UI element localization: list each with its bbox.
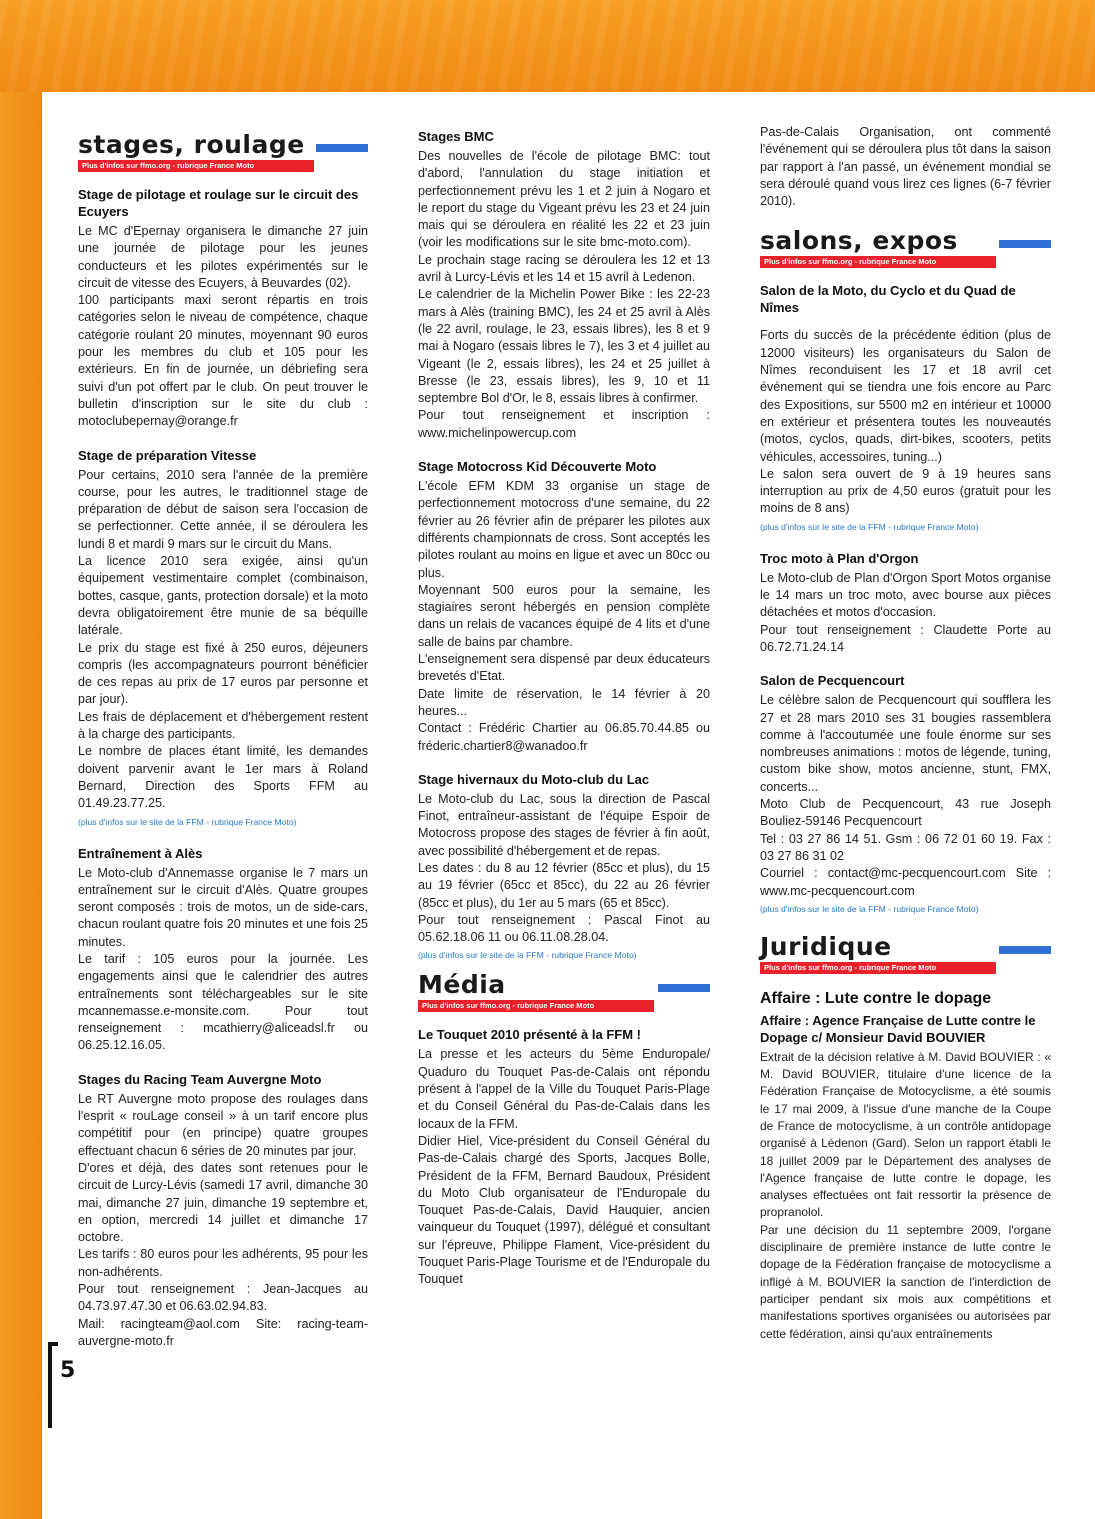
article-paragraph: Didier Hiel, Vice-président du Conseil Général du Pas-de-Calais chargé des Sports, Jacques Bolle, Président de la FFM, Bernard Baudoux, Président du Moto Club organisateur de l'Enduropale du Touquet Pas-de-Calais, David Hauquier, ancien vainqueur du Touquet (1997), délégué et consultant sur l'épreuve, Philippe Flament, Vice-président du Touquet Paris-Plage Tourisme et de l'Enduropale du Touquet bbox=[418, 1133, 710, 1287]
article-title: Le Touquet 2010 présenté à la FFM ! bbox=[418, 1027, 641, 1043]
article-paragraph: Le célèbre salon de Pecquencourt qui soufflera les 27 et 28 mars 2010 ses 31 bougies rassemblera comme à l'accoutumée une foule énorme sur ses nombreuses animations : motos de légende, tuning, custom bike show, motos ancienne, stunt, FMX, concerts... bbox=[760, 693, 1051, 794]
article-paragraph: Extrait de la décision relative à M. David BOUVIER : « M. David BOUVIER, titulaire d'une licence de la Fédération Française de Motocyclisme, a été soumis le 17 mai 2009, à l'issue d'une manche de la Coupe de France de motocyclisme, à un contrôle antidopage organisé à Lédenon (Gard). Selon un rapport établi le 18 juillet 2009 par le Département des analyses de l'Agence française de lutte contre le dopage, les analyses effectuées ont fait ressortir la présence de propranolol. bbox=[760, 1049, 1051, 1220]
article-paragraph: La licence 2010 sera exigée, ainsi qu'un équipement vestimentaire complet (combinaison, bottes, casque, gants, protection dorsale) et la moto devra obligatoirement être munie de sa béquille latérale. bbox=[78, 554, 368, 638]
article-dopage bbox=[760, 988, 1051, 1343]
article-paragraph: Pour tout renseignement et inscription : www.michelinpowercup.com bbox=[418, 408, 710, 440]
section-header-media bbox=[418, 970, 710, 1018]
section-title: Média bbox=[418, 970, 506, 1000]
article-paragraph: Pour tout renseignement : Claudette Porte au 06.72.71.24.14 bbox=[760, 622, 1051, 654]
section-header-salons bbox=[760, 226, 1051, 274]
article-paragraph: Les dates : du 8 au 12 février (85cc et plus), du 15 au 19 février (65cc et 85cc), du 22 au 26 février (85cc et plus), du 1er au 5 mars (65 et 85cc). bbox=[418, 860, 710, 910]
top-orange-band bbox=[0, 0, 1095, 92]
article-paragraph: Tel : 03 27 86 14 51. Gsm : 06 72 01 60 19. Fax : 03 27 86 31 02 bbox=[760, 831, 1051, 863]
article-paragraph: Le RT Auvergne moto propose des roulages dans l'esprit « rouLage conseil » à un tarif encore plus compétitif pour (en principe) quatre groupes effectuant chacun 6 séries de 20 minutes par jour. bbox=[78, 1091, 368, 1158]
section-banner: Plus d'infos sur ffmo.org - rubrique France Moto bbox=[760, 962, 996, 974]
article-title: Troc moto à Plan d'Orgon bbox=[760, 550, 919, 566]
article-salon-pecquencourt bbox=[760, 672, 1051, 916]
article-paragraph: Moyennant 500 euros pour la semaine, les stagiaires seront hébergés en pension complète dans un relais de vacances équipé de 4 lits et d'une salle de bains par chambre. bbox=[418, 582, 710, 649]
more-info-link[interactable]: (plus d'infos sur le site de la FFM - rubrique France Moto) bbox=[418, 950, 637, 961]
section-blue-bar bbox=[999, 946, 1051, 954]
article-title: Affaire : Agence Française de Lutte contre le Dopage c/ Monsieur David BOUVIER bbox=[760, 1012, 1036, 1045]
article-paragraph: Le Moto-club de Plan d'Orgon Sport Motos organise le 14 mars un troc moto, avec bourse aux pièces détachées et motos d'occasion. bbox=[760, 570, 1051, 620]
article-moto-club-lac bbox=[418, 771, 710, 963]
article-paragraph: L'enseignement sera dispensé par deux éducateurs brevetés d'Etat. bbox=[418, 652, 710, 684]
article-paragraph: Date limite de réservation, le 14 février à 20 heures... bbox=[418, 686, 710, 718]
article-paragraph: Pour tout renseignement : Pascal Finot au 05.62.18.06 11 ou 06.11.08.28.04. bbox=[418, 912, 710, 945]
section-blue-bar bbox=[316, 144, 368, 152]
article-paragraph: Contact : Frédéric Chartier au 06.85.70.44.85 ou fréderic.chartier8@wanadoo.fr bbox=[418, 721, 710, 753]
article-headline: Affaire : Lute contre le dopage bbox=[760, 989, 992, 1007]
more-info-link[interactable]: (plus d'infos sur le site de la FFM - rubrique France Moto) bbox=[760, 903, 979, 914]
article-title: Stage hivernaux du Moto-club du Lac bbox=[418, 771, 650, 787]
article-paragraph: Le nombre de places étant limité, les demandes doivent parvenir avant le 1er mars à Roland Bernard, Direction des Sports FFM au 01.49.23.77.25. bbox=[78, 744, 368, 811]
article-title: Stage de préparation Vitesse bbox=[78, 447, 257, 463]
article-title: Stages BMC bbox=[418, 129, 494, 144]
section-title: Juridique bbox=[760, 931, 892, 961]
article-preparation-vitesse bbox=[78, 447, 368, 829]
article-paragraph: Le tarif : 105 euros pour la journée. Les engagements ainsi que le calendrier des autres entraînements sont téléchargeables sur le site mcannemasse.e-monsite.com. Pour tout renseignement : mcathierry@aliceadsl.fr ou 06.25.12.16.05. bbox=[78, 951, 368, 1053]
article-paragraph: Le Moto-club d'Annemasse organise le 7 mars un entraînement sur le circuit d'Alès. Quatre groupes seront composés : trois de motos, un de side-cars, chacun roulant quatre fois 20 minutes et une fois 25 minutes. bbox=[78, 865, 368, 949]
article-title: Entraînement à Alès bbox=[78, 845, 203, 861]
article-paragraph: D'ores et déjà, des dates sont retenues pour le circuit de Lurcy-Lévis (samedi 17 avril, dimanche 30 mai, dimanche 27 juin, dimanche 19 septembre et, en option, mercredi 14 juillet et dimanche 17 octobre. bbox=[78, 1160, 368, 1245]
article-touquet bbox=[418, 1026, 710, 1288]
article-paragraph: 100 participants maxi seront répartis en trois catégories selon le niveau de compétence, chaque catégorie roulant 20 minutes, moyennant 90 euros pour les membres du club et 105 pour les extérieurs. En fin de journée, un débriefing sera suivi d'un pot offert par le club. On peut trouver le bulletin d'inscription sur le site du club : motoclubepernay@orange.fr bbox=[78, 293, 368, 429]
section-banner: Plus d'infos sur ffmo.org - rubrique France Moto bbox=[78, 160, 314, 172]
article-paragraph: Courriel : contact@mc-pecquencourt.com Site : www.mc-pecquencourt.com bbox=[760, 866, 1051, 898]
section-header-stages bbox=[78, 130, 368, 178]
page-number-bracket bbox=[48, 1342, 58, 1428]
article-paragraph: Le Moto-club du Lac, sous la direction de Pascal Finot, entraîneur-assistant de l'équipe Espoir de Motocross propose des stages de février à fin août, avec possibilité d'hébergement et de repas. bbox=[418, 791, 710, 858]
article-ecuyers bbox=[78, 186, 368, 431]
article-paragraph: Les frais de déplacement et d'hébergement restent à la charge des participants. bbox=[78, 709, 368, 742]
column-right bbox=[760, 124, 1051, 1343]
article-title: Stages du Racing Team Auvergne Moto bbox=[78, 1071, 322, 1087]
article-title: Stage Motocross Kid Découverte Moto bbox=[418, 459, 657, 475]
article-paragraph: Mail: racingteam@aol.com Site: racing-team-auvergne-moto.fr bbox=[78, 1316, 368, 1348]
article-paragraph: Par une décision du 11 septembre 2009, l'organe disciplinaire de première instance de lutte contre le dopage de la Fédération française de motocyclisme a infligé à M. BOUVIER la sanction de l'interdiction de participer pendant six mois aux compétitions et manifestations sportives organisées ou autorisées par cette fédération, ainsi qu'aux entraînements bbox=[760, 1222, 1051, 1341]
article-entrainement-ales bbox=[78, 845, 368, 1055]
article-paragraph: Le MC d'Epernay organisera le dimanche 27 juin une journée de pilotage pour les jeunes conducteurs et les pilotes expérimentés sur le circuit de vitesse des Ecuyers, à Beuvardes (02). bbox=[78, 224, 368, 290]
article-paragraph: L'école EFM KDM 33 organise un stage de perfectionnement motocross d'une semaine, du 22 février au 26 février afin de préparer les pilotes aux différents championnats de cross. Sont acceptés les pilotes roulant au moins en ligue et avec un 80cc ou plus. bbox=[418, 479, 710, 580]
article-paragraph: Des nouvelles de l'école de pilotage BMC: tout d'abord, l'annulation du stage initiation et perfectionnement prévu les 1 et 2 juin à Nogaro et le report du stage du Vigeant prévu les 23 et 24 juin mais qui se déroulera en réalité les 22 et 23 juin (voir les modifications sur le site bmc-moto.com). bbox=[418, 149, 710, 250]
article-stages-bmc bbox=[418, 128, 710, 442]
article-title: Salon de Pecquencourt bbox=[760, 673, 905, 689]
magazine-page bbox=[42, 92, 1095, 1519]
article-paragraph: Les tarifs : 80 euros pour les adhérents, 95 pour les non-adhérents. bbox=[78, 1247, 368, 1279]
article-paragraph: Moto Club de Pecquencourt, 43 rue Joseph Bouliez-59146 Pecquencourt bbox=[760, 797, 1051, 829]
article-motocross-kid bbox=[418, 458, 710, 755]
more-info-link[interactable]: (plus d'infos sur le site de la FFM - rubrique France Moto) bbox=[78, 816, 297, 827]
section-blue-bar bbox=[658, 984, 710, 992]
section-banner: Plus d'infos sur ffmo.org - rubrique France Moto bbox=[418, 1000, 654, 1012]
section-blue-bar bbox=[999, 240, 1051, 248]
section-title: salons, expos bbox=[760, 226, 958, 256]
article-title: Salon de la Moto, du Cyclo et du Quad de Nîmes bbox=[760, 283, 1016, 316]
article-title: Stage de pilotage et roulage sur le circuit des Ecuyers bbox=[78, 187, 359, 219]
article-paragraph: Le prix du stage est fixé à 250 euros, déjeuners compris (les accompagnateurs pourront bénéficier de ces repas au prix de 17 euros par personne et par jour). bbox=[78, 640, 368, 707]
article-paragraph: La presse et les acteurs du 5ème Enduropale/ Quaduro du Touquet Pas-de-Calais ont répondu présent à l'appel de la Ville du Touquet Paris-Plage et du Conseil Général du Pas-de-Calais dans les locaux de la FFM. bbox=[418, 1047, 710, 1131]
article-paragraph: Le prochain stage racing se déroulera les 12 et 13 avril à Lurcy-Lévis et les 14 et 15 avril à Ledenon. bbox=[418, 252, 710, 285]
article-paragraph: Pour certains, 2010 sera l'année de la première course, pour les autres, le traditionnel stage de préparation de début de saison sera l'occasion de se perfectionner. Cette année, il se déroulera les lundi 8 et mardi 9 mars sur le circuit du Mans. bbox=[78, 467, 368, 551]
article-paragraph: Le calendrier de la Michelin Power Bike : les 22-23 mars à Alès (training BMC), les 24 et 25 avril à Alès (le 22 avril, roulage, le 23, essais libres), les 8 et 9 mai à Nogaro (essais libres le 7), les 3 et 4 juillet au Vigeant (le 2, essais libres), les 24 et 25 juillet à Bresse (le 23, essais libres), les 9, 10 et 11 septembre Bol d'Or, le 8, essais libres à confirmer. bbox=[418, 287, 710, 406]
article-paragraph: Pour tout renseignement : Jean-Jacques au 04.73.97.47.30 et 06.63.02.94.83. bbox=[78, 1282, 368, 1314]
article-troc-plan-orgon bbox=[760, 550, 1051, 656]
article-continuation: Pas-de-Calais Organisation, ont commenté l'événement qui se déroulera plus tôt dans la saison par rapport à l'an passé, un événement mondial se sera déroulé quand vous lirez ces lignes (6-7 février 2010). bbox=[760, 125, 1051, 209]
column-left bbox=[78, 130, 368, 1350]
page-number: 5 bbox=[60, 1358, 76, 1383]
article-salon-nimes bbox=[760, 282, 1051, 533]
left-orange-band bbox=[0, 92, 42, 1519]
section-title: stages, roulage bbox=[78, 130, 305, 159]
section-banner: Plus d'infos sur ffmo.org - rubrique France Moto bbox=[760, 256, 996, 268]
article-paragraph: Forts du succès de la précédente édition (plus de 12000 visiteurs) les organisateurs du Salon de Nîmes reconduisent les 17 et 18 avril cet événement qui se tiendra une fois encore au Parc des Expositions, sur 5500 m2 en intérieur et 10000 en extérieur et présentera toutes les nouveautés (motos, cyclos, quads, dirt-bikes, scooters, petits véhicules, accessoires, tuning...) bbox=[760, 328, 1051, 464]
section-header-juridique bbox=[760, 932, 1051, 980]
article-racing-team-auvergne bbox=[78, 1071, 368, 1350]
more-info-link[interactable]: (plus d'infos sur le site de la FFM - rubrique France Moto) bbox=[760, 521, 979, 532]
article-paragraph: Le salon sera ouvert de 9 à 19 heures sans interruption au prix de 4,50 euros (gratuit pour les moins de 8 ans) bbox=[760, 466, 1051, 516]
column-middle bbox=[418, 128, 710, 1289]
